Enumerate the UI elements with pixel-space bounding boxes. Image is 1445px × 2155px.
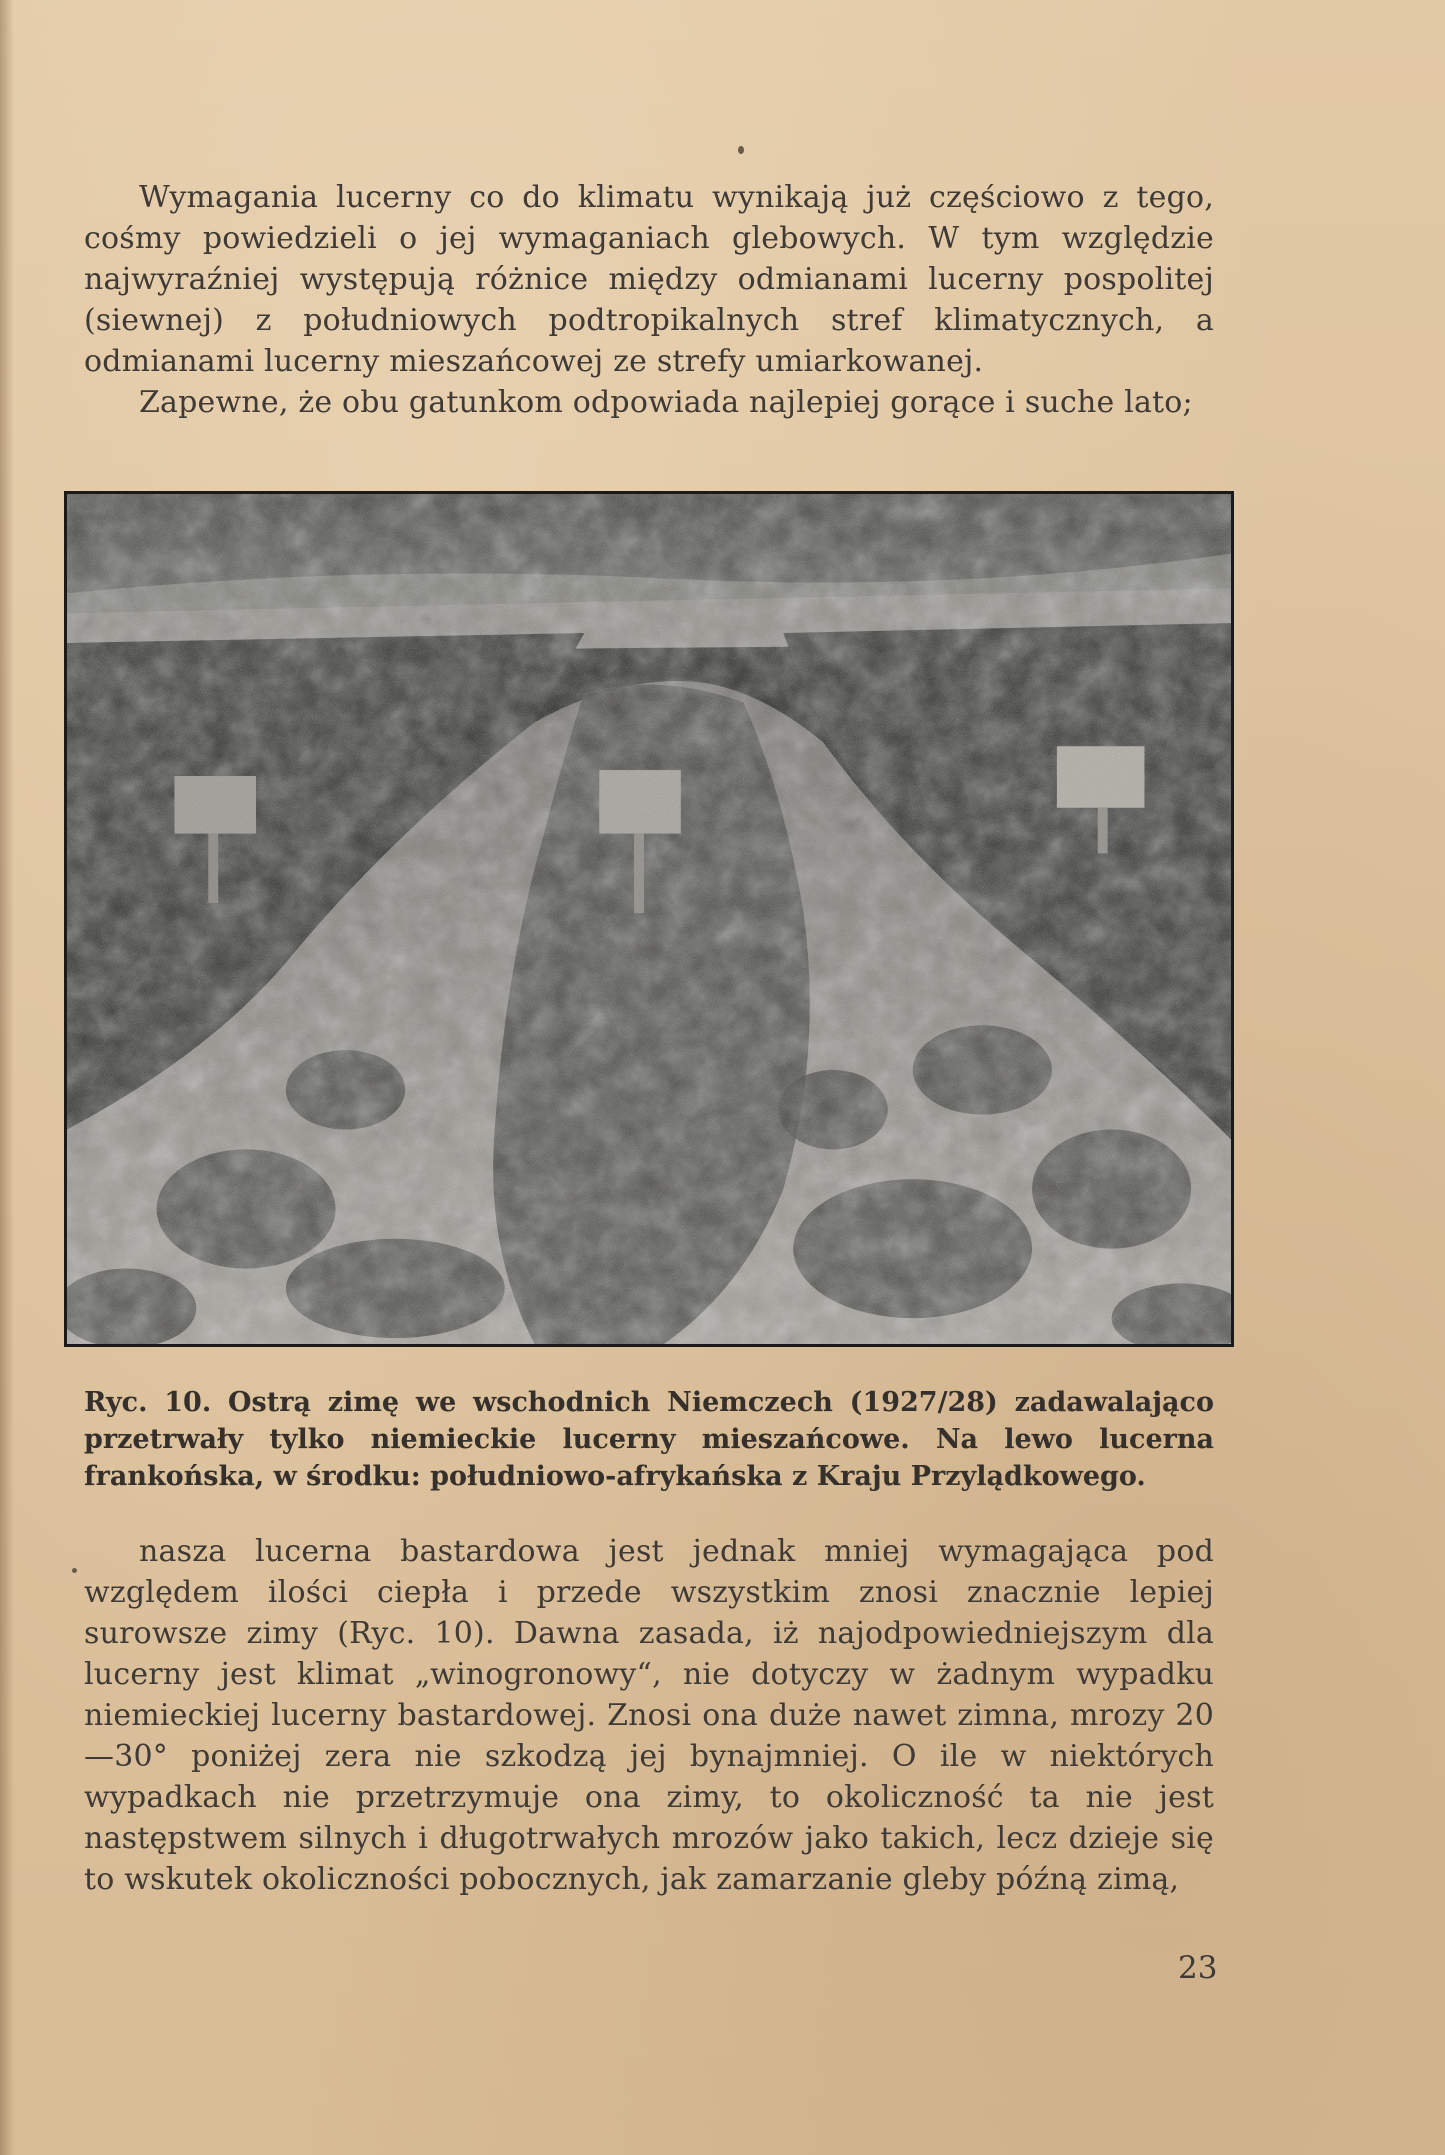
figure-caption-text: Ostrą zimę we wschodnich Niemczech (1927/28) zadawalająco przetrwały tylko niemieckie lucerny mieszańcowe. Na lewo lucerna frankońska, w środku: południowo-afrykańska z Kraju Przylądkowego. xyxy=(84,1387,1214,1492)
page-edge-shadow xyxy=(0,0,14,2155)
top-text-block xyxy=(84,177,1214,423)
bottom-text-block xyxy=(84,1531,1214,1900)
figure-photo xyxy=(64,491,1234,1347)
page-number: 23 xyxy=(1178,1950,1218,1986)
paper-speck xyxy=(72,1568,77,1573)
paragraph-climate-requirements: Wymagania lucerny co do klimatu wynikają już częściowo z tego, cośmy powiedzieli o jej wymaganiach glebowych. W tym względzie najwyraźniej występują różnice między odmianami lucerny pospolitej (siewnej) z południowych podtropikalnych stref klimatycznych, a odmianami lucerny mieszańcowej ze strefy umiarkowanej. xyxy=(84,180,1214,379)
figure-caption-label: Ryc. 10. xyxy=(84,1387,212,1418)
paragraph-hybrid-lucerne-winter: nasza lucerna bastardowa jest jednak mniej wymagająca pod względem ilości ciepła i przede wszystkim znosi znacznie lepiej surowsze zimy (Ryc. 10). Dawna zasada, iż najodpowiedniejszym dla lucerny jest klimat „winogronowy“, nie dotyczy w żadnym wypadku niemieckiej lucerny bastardowej. Znosi ona duże nawet zimna, mrozy 20—30° poniżej zera nie szkodzą jej bynajmniej. O ile w niektórych wypadkach nie przetrzymuje ona zimy, to okoliczność ta nie jest następstwem silnych i długotrwałych mrozów jako takich, lecz dzieje się to wskutek okoliczności pobocznych, jak zamarzanie gleby późną zimą, xyxy=(84,1534,1214,1897)
lucerne-field-photo xyxy=(67,494,1231,1344)
paper-speck xyxy=(738,146,744,154)
paragraph-hot-dry-summer: Zapewne, że obu gatunkom odpowiada najlepiej gorące i suche lato; xyxy=(139,385,1193,420)
figure-caption xyxy=(84,1384,1214,1495)
